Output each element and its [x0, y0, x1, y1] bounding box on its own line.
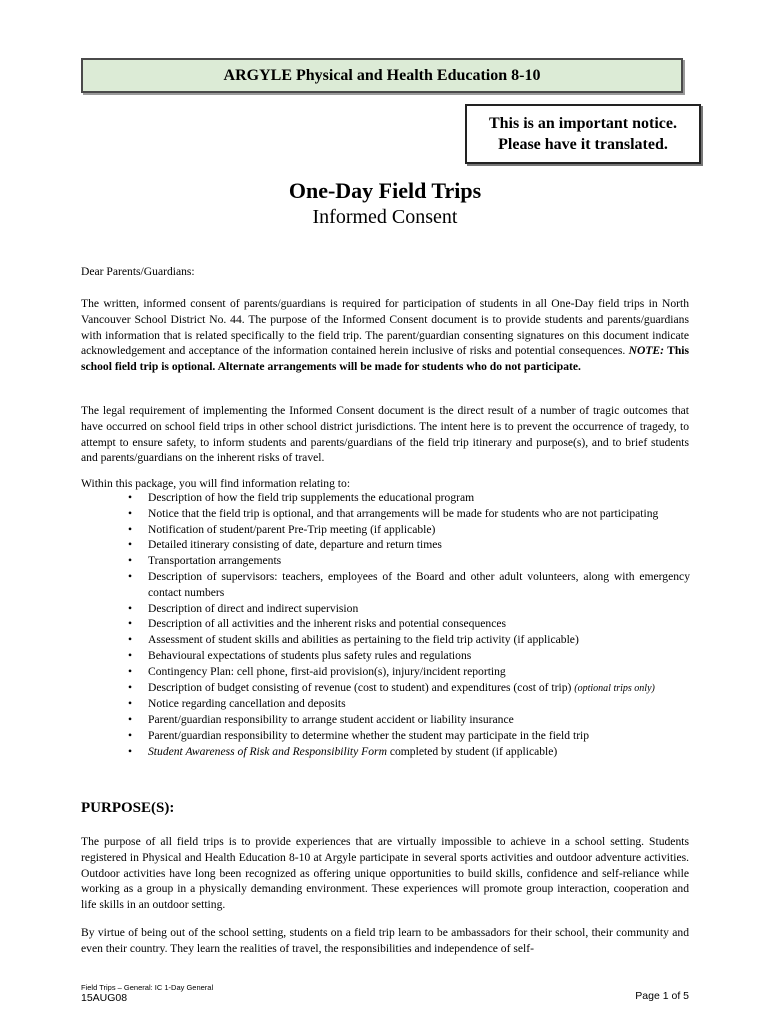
bullet-icon: •	[128, 601, 133, 615]
bullet-icon: •	[128, 744, 133, 758]
list-item: • Description of how the field trip supplements the educational program	[128, 491, 475, 504]
intro-paragraph	[81, 296, 689, 375]
bullet-icon: •	[128, 664, 133, 678]
translation-notice	[465, 104, 701, 164]
bullet-icon: •	[128, 522, 133, 536]
bullet-icon: •	[128, 633, 133, 647]
package-intro: Within this package, you will find information relating to:	[81, 477, 351, 490]
list-item: • Notice regarding cancellation and deposits	[128, 697, 346, 711]
note-label: NOTE:	[628, 344, 665, 358]
document-subtitle: Informed Consent	[312, 206, 458, 228]
bullet-icon: •	[128, 648, 133, 662]
footer-left	[81, 983, 213, 1004]
package-contents-list	[128, 490, 690, 760]
course-header-title: ARGYLE Physical and Health Education 8-10	[223, 66, 541, 84]
intro-text: The written, informed consent of parents/guardians is required for participation of students in all One-Day field trips in North Vancouver School District No. 44. The purpose of the Informed Consent document is to provide students and parents/guardians with information that is related specifically to the field trip. The parent/guardian consenting signatures on this document indicate acknowledgement and acceptance of the information contained herein inclusive of risks and potential consequences.	[81, 297, 689, 358]
bullet-icon: •	[128, 569, 133, 583]
bullet-icon: •	[128, 728, 133, 742]
bullet-icon: •	[128, 680, 133, 694]
footer-date: 15AUG08	[81, 992, 128, 1004]
document-title: One-Day Field Trips	[288, 178, 482, 203]
list-item: • Parent/guardian responsibility to determine whether the student may participate in the field trip	[128, 728, 590, 742]
list-item: • Description of budget consisting of revenue (cost to student) and expenditures (cost of trip) (optional trips only)	[128, 680, 655, 694]
footer-doc-name: Field Trips – General: IC 1-Day General	[81, 983, 214, 992]
list-item: • Student Awareness of Risk and Responsibility Form completed by student (if applicable)	[128, 744, 558, 758]
list-item: • Assessment of student skills and abilities as pertaining to the field trip activity (if applicable)	[128, 633, 579, 647]
list-item: • Notification of student/parent Pre-Trip meeting (if applicable)	[128, 522, 436, 536]
course-header	[81, 58, 683, 93]
purpose-paragraph: The purpose of all field trips is to provide experiences that are virtually impossible to achieve in a school setting. Students registered in Physical and Health Education 8-10 at Argyle participate in several sports activities and outdoor adventure activities. Outdoor activities have long been recognized as offering unique opportunities to build skills, confidence and self-reliance while working as a group in a physically demanding environment. These experiences will promote group interaction, cooperation and life skills in an outdoor setting.	[81, 835, 689, 912]
bullet-icon: •	[128, 491, 133, 504]
list-item: • Contingency Plan: cell phone, first-aid provision(s), injury/incident reporting	[128, 664, 506, 678]
note-text: This school field trip is optional. Alternate arrangements will be made for students who do not participate.	[81, 344, 690, 374]
bullet-icon: •	[128, 697, 133, 711]
bullet-icon: •	[128, 538, 133, 552]
ambassador-paragraph: By virtue of being out of the school setting, students on a field trip learn to be ambassadors for their school, their community and even their country. They learn the realities of travel, the responsibilities and independence of self-	[81, 926, 689, 955]
purpose-heading: PURPOSE(S):	[81, 800, 175, 816]
list-item: • Detailed itinerary consisting of date, departure and return times	[128, 538, 442, 552]
page-number: Page 1 of 5	[635, 990, 689, 1002]
legal-paragraph: The legal requirement of implementing the Informed Consent document is the direct result of a number of tragic outcomes that have occurred on school field trips in other school district jurisdictions. The intent here is to prevent the occurrence of tragedy, to attempt to ensure safety, to inform students and parents/guardians of the field trip itinerary and purpose(s), and to brief students and parents/guardians on the inherent risks of travel.	[81, 404, 689, 465]
list-item: • Behavioural expectations of students plus safety rules and regulations	[128, 648, 472, 662]
notice-line-1: This is an important notice.	[488, 115, 677, 132]
bullet-icon: •	[128, 506, 133, 520]
list-item: • Description of supervisors: teachers, employees of the Board and other adult volunteers, along with emergency contact numbers	[128, 569, 690, 599]
list-item: • Parent/guardian responsibility to arrange student accident or liability insurance	[128, 713, 514, 727]
bullet-icon: •	[128, 713, 133, 727]
list-item: • Notice that the field trip is optional, and that arrangements will be made for students who are not participating	[128, 506, 659, 520]
bullet-icon: •	[128, 617, 133, 631]
list-item: • Description of direct and indirect supervision	[128, 601, 359, 615]
salutation: Dear Parents/Guardians:	[81, 265, 195, 278]
notice-line-2: Please have it translated.	[498, 136, 668, 153]
list-item: • Description of all activities and the inherent risks and potential consequences	[128, 617, 507, 631]
list-item: • Transportation arrangements	[128, 554, 282, 568]
bullet-icon: •	[128, 554, 133, 568]
